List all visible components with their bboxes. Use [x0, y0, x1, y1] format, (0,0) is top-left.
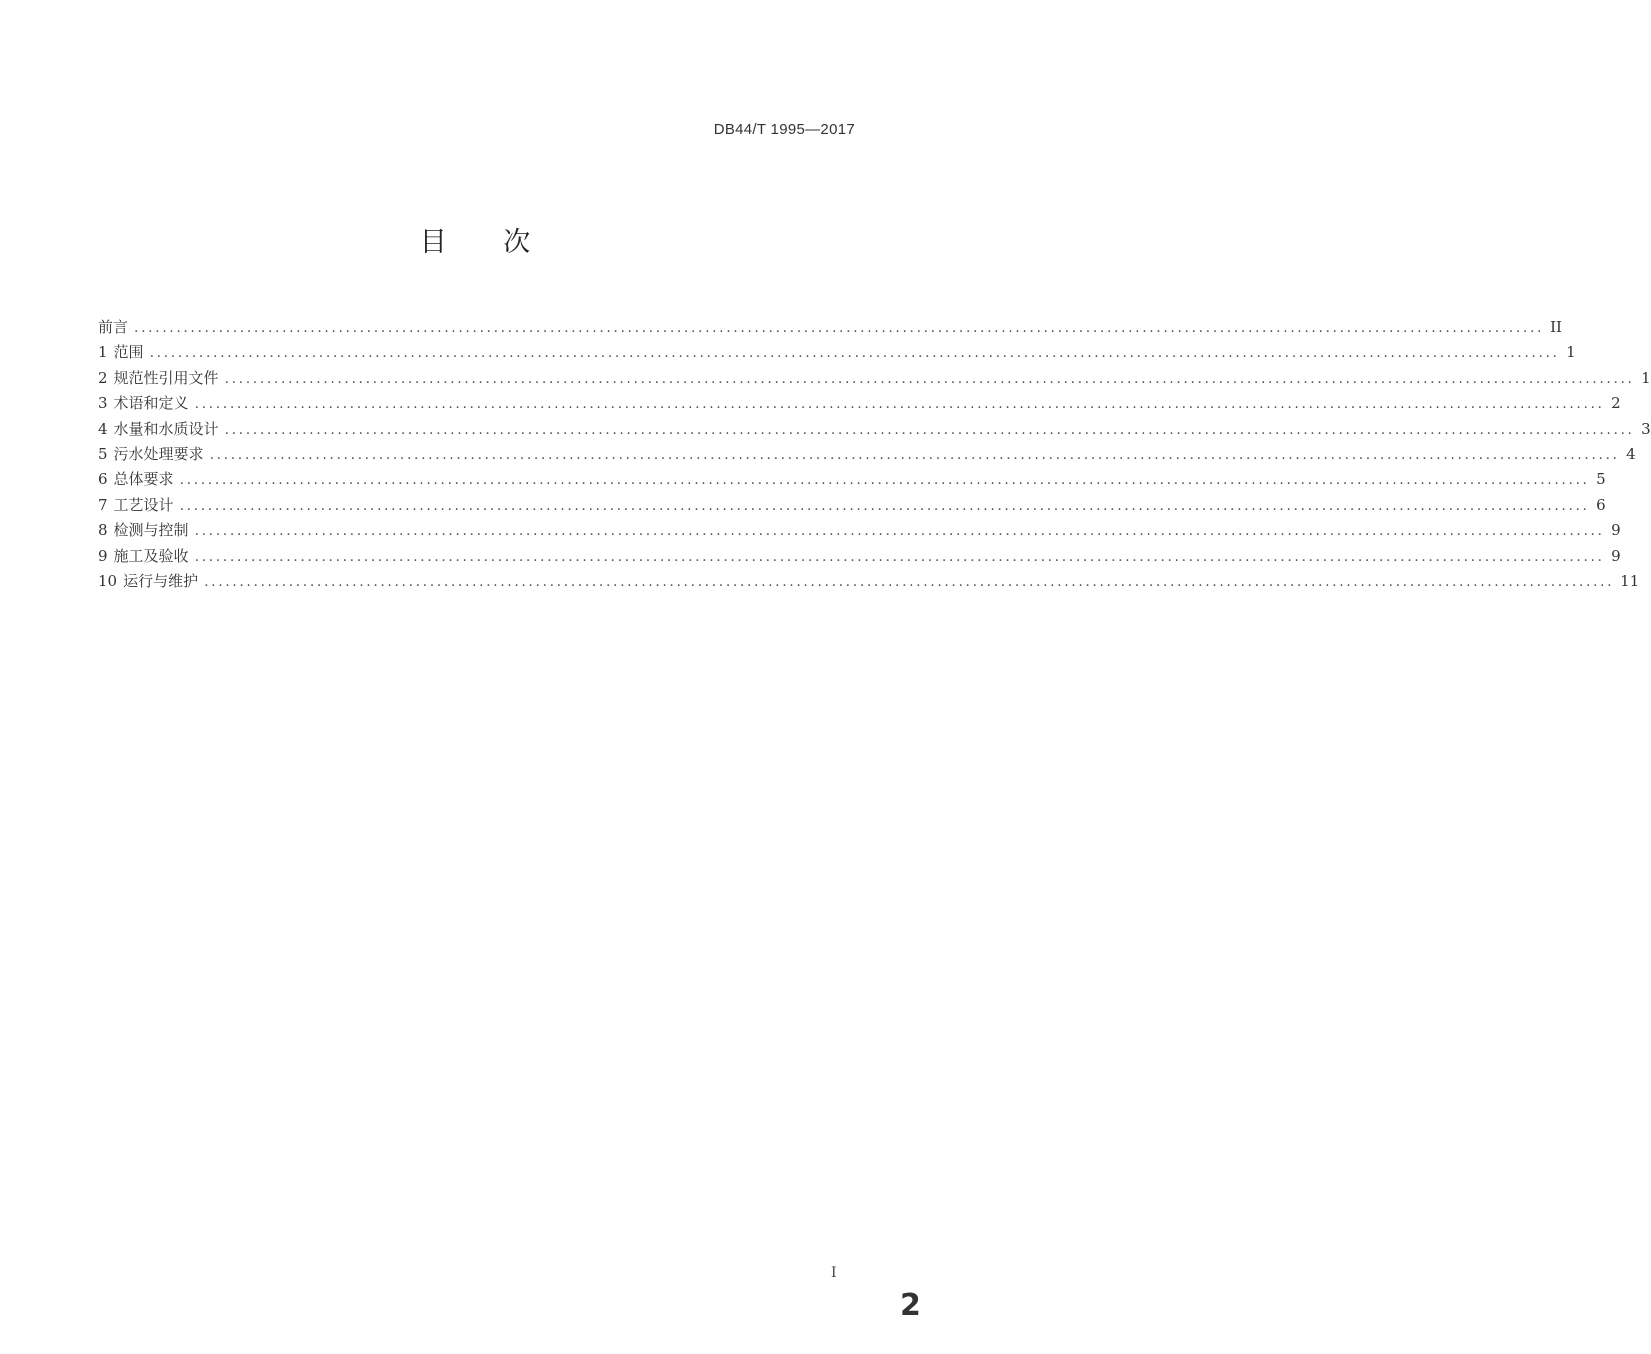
toc-page-number: 3	[1641, 419, 1651, 438]
document-code: DB44/T 1995—2017	[713, 121, 855, 138]
toc-page-number: 9	[1611, 546, 1621, 565]
table-of-contents	[98, 316, 1651, 595]
toc-entry-label: 9 施工及验收	[98, 546, 189, 565]
toc-entry[interactable]	[98, 468, 1606, 493]
toc-page-number: 9	[1611, 521, 1621, 540]
toc-page-number: 6	[1596, 495, 1606, 514]
toc-entry[interactable]	[98, 392, 1621, 417]
toc-leader-dots: ........................................................................................................................................................................................................	[194, 523, 1605, 540]
toc-leader-dots: ........................................................................................................................................................................................................	[204, 573, 1615, 590]
toc-page-number: II	[1550, 318, 1562, 336]
toc-page-number: 1	[1566, 343, 1576, 362]
toc-title: 目 次	[419, 227, 555, 258]
toc-leader-dots: ........................................................................................................................................................................................................	[224, 370, 1635, 387]
toc-entry-label: 2 规范性引用文件	[98, 368, 219, 387]
toc-entry[interactable]	[98, 443, 1636, 468]
toc-page-number: 2	[1611, 394, 1621, 413]
toc-page-number: 11	[1620, 571, 1640, 590]
toc-entry-label: 6 总体要求	[98, 470, 174, 489]
toc-entry-label: 5 污水处理要求	[98, 444, 204, 463]
toc-entry[interactable]	[98, 418, 1651, 443]
toc-entry[interactable]	[98, 316, 1562, 341]
toc-entry-label: 10 运行与维护	[98, 571, 199, 590]
toc-entry-label: 1 范围	[98, 343, 144, 362]
toc-entry[interactable]	[98, 570, 1640, 595]
toc-entry-label: 7 工艺设计	[98, 495, 174, 514]
toc-page-number: 5	[1596, 470, 1606, 489]
toc-leader-dots: ........................................................................................................................................................................................................	[194, 548, 1605, 565]
toc-leader-dots: ........................................................................................................................................................................................................	[179, 497, 1590, 514]
toc-page-number: 1	[1641, 368, 1651, 387]
toc-entry[interactable]	[98, 494, 1606, 519]
toc-leader-dots: ........................................................................................................................................................................................................	[134, 320, 1545, 336]
toc-entry[interactable]	[98, 545, 1621, 570]
toc-entry[interactable]	[98, 367, 1651, 392]
toc-entry[interactable]	[98, 519, 1621, 544]
toc-entry[interactable]	[98, 341, 1576, 366]
toc-entry-label: 4 水量和水质设计	[98, 419, 219, 438]
page-stamp: 2	[900, 1288, 921, 1323]
toc-entry-label: 3 术语和定义	[98, 394, 189, 413]
toc-leader-dots: ........................................................................................................................................................................................................	[224, 421, 1635, 438]
toc-entry-label: 8 检测与控制	[98, 521, 189, 540]
toc-leader-dots: ........................................................................................................................................................................................................	[179, 472, 1590, 489]
page-footer-number: I	[831, 1265, 837, 1281]
toc-leader-dots: ........................................................................................................................................................................................................	[149, 345, 1560, 362]
toc-leader-dots: ........................................................................................................................................................................................................	[194, 396, 1605, 413]
toc-leader-dots: ........................................................................................................................................................................................................	[209, 446, 1620, 463]
toc-page-number: 4	[1626, 444, 1636, 463]
toc-entry-label: 前言	[98, 318, 129, 336]
